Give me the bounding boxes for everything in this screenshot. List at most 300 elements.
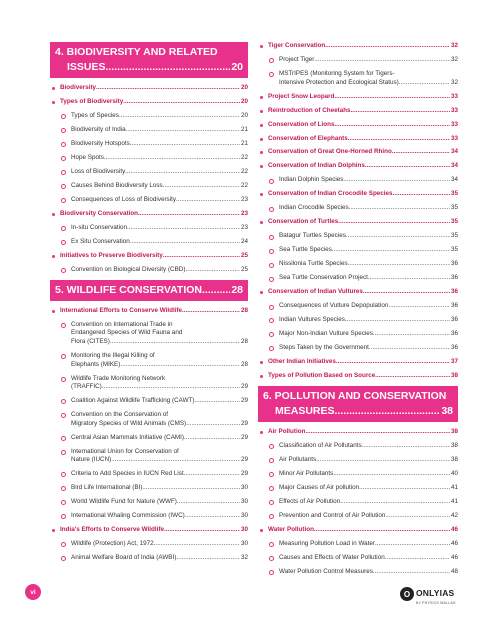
- dot-leader: [176, 196, 240, 205]
- section-title: Air Pollution: [268, 428, 306, 436]
- section-page: 30: [240, 526, 248, 534]
- dot-leader: [123, 98, 240, 107]
- section-title: Initiatives to Preserve Biodiversity: [60, 251, 163, 259]
- dot-leader: [106, 60, 231, 75]
- section-page: 23: [240, 209, 248, 217]
- section-line: [60, 252, 248, 261]
- toc-subsection-entry[interactable]: [258, 302, 458, 311]
- subsection-page: 35: [450, 204, 458, 212]
- section-title: Types of Pollution Based on Source: [268, 372, 376, 380]
- subsection-line: [279, 568, 458, 577]
- section-line: [268, 218, 458, 227]
- dot-leader: [338, 218, 450, 227]
- subsection-page: 23: [240, 223, 248, 231]
- dot-leader: [369, 344, 450, 353]
- toc-subsection-entry[interactable]: [50, 484, 248, 493]
- subsection-line: [71, 126, 248, 135]
- subsection-page: 30: [240, 512, 248, 520]
- subsection-line: [279, 232, 458, 241]
- dot-leader: [163, 252, 240, 261]
- toc-subsection-entry[interactable]: [50, 540, 248, 549]
- dot-leader: [120, 361, 240, 370]
- section-line: [268, 135, 458, 144]
- dot-leader: [373, 568, 450, 577]
- section-title: Types of Biodiversity: [60, 97, 124, 105]
- subsection-line: [71, 484, 248, 493]
- toc-subsection-entry[interactable]: [258, 484, 458, 493]
- toc-subsection-entry[interactable]: [50, 321, 248, 347]
- subsection-page: 36: [450, 344, 458, 352]
- toc-section-entry[interactable]: [258, 42, 458, 51]
- dot-leader: [346, 232, 450, 241]
- section-page: 34: [450, 148, 458, 156]
- toc-subsection-entry[interactable]: [50, 266, 248, 275]
- subsection-title: Sea Turtle Conservation Project: [279, 274, 368, 282]
- chapter-title: ISSUES: [67, 61, 106, 73]
- subsection-title: Loss of Biodiversity: [71, 167, 126, 175]
- subsection-title: International Whaling Commission (IWC): [71, 512, 185, 520]
- subsection-page: 30: [240, 484, 248, 492]
- toc-section-entry[interactable]: [258, 372, 458, 381]
- subsection-line: [71, 383, 248, 392]
- section-line: [268, 526, 458, 535]
- entry-title-continued: Wildlife Trade Monitoring Network: [71, 374, 166, 382]
- section-page: 38: [450, 428, 458, 436]
- section-title: Biodiversity: [60, 84, 97, 91]
- subsection-page: 24: [240, 237, 248, 245]
- dot-leader: [333, 470, 450, 479]
- toc-section-entry[interactable]: [258, 428, 458, 437]
- dot-leader: [345, 316, 450, 325]
- subsection-line: [279, 470, 458, 479]
- dot-leader: [375, 372, 450, 381]
- subsection-line: [71, 168, 248, 177]
- chapter-page: 28: [231, 283, 243, 296]
- dot-leader: [365, 162, 450, 171]
- subsection-title: World Wildlife Fund for Nature (WWF): [71, 498, 177, 506]
- dot-leader: [104, 154, 240, 163]
- subsection-page: 29: [240, 397, 248, 405]
- subsection-page: 28: [240, 337, 248, 345]
- subsection-title: Indian Dolphin Species: [279, 176, 344, 184]
- dot-leader: [163, 182, 240, 191]
- subsection-title: Biodiversity Hotspots: [71, 139, 130, 147]
- subsection-page: 35: [450, 246, 458, 254]
- toc-section-entry[interactable]: [50, 98, 248, 107]
- dot-leader: [334, 93, 450, 102]
- subsection-line: [71, 397, 248, 406]
- section-line: [268, 107, 458, 116]
- section-line: [268, 162, 458, 171]
- dot-leader: [399, 79, 450, 88]
- toc-subsection-entry[interactable]: [50, 512, 248, 521]
- dot-leader: [102, 383, 240, 392]
- dot-leader: [110, 338, 240, 347]
- subsection-line: [279, 316, 458, 325]
- subsection-title: Elephants (MIKE): [71, 360, 121, 368]
- subsection-title: Nissilonia Turtle Species: [279, 260, 348, 268]
- toc-section-entry[interactable]: [258, 162, 458, 171]
- dot-leader: [127, 224, 240, 233]
- subsection-title: Criteria to Add Species in IUCN Red List: [71, 470, 184, 478]
- subsection-line: [71, 224, 248, 233]
- toc-subsection-entry[interactable]: [258, 70, 458, 87]
- subsection-line: [71, 470, 248, 479]
- toc-subsection-entry[interactable]: [258, 56, 458, 65]
- toc-subsection-entry[interactable]: [50, 554, 248, 563]
- dot-leader: [130, 238, 240, 247]
- subsection-title: Effects of Air Pollution: [279, 498, 341, 506]
- dot-leader: [385, 512, 450, 521]
- toc-subsection-entry[interactable]: [258, 498, 458, 507]
- section-title: Conservation of Lions: [268, 120, 335, 128]
- chapter-title-line: 4. BIODIVERSITY AND RELATED: [55, 46, 218, 58]
- dot-leader: [335, 404, 441, 419]
- toc-subsection-entry[interactable]: [258, 512, 458, 521]
- dot-leader: [363, 288, 450, 297]
- section-page: 33: [450, 106, 458, 114]
- section-page: 37: [450, 358, 458, 366]
- subsection-line: [279, 246, 458, 255]
- subsection-title: Central Asian Mammals Initiative (CAMI): [71, 433, 185, 441]
- toc-section-entry[interactable]: [258, 526, 458, 535]
- toc-subsection-entry[interactable]: [258, 260, 458, 269]
- dot-leader: [325, 42, 450, 51]
- section-title: Conservation of Indian Crocodile Species: [268, 190, 393, 198]
- toc-subsection-entry[interactable]: [258, 344, 458, 353]
- subsection-line: [279, 260, 458, 269]
- toc-subsection-entry[interactable]: [50, 168, 248, 177]
- toc-subsection-entry[interactable]: [258, 330, 458, 339]
- toc-subsection-entry[interactable]: [50, 470, 248, 479]
- dot-leader: [388, 302, 450, 311]
- dot-leader: [142, 484, 240, 493]
- subsection-title: Project Tiger: [279, 55, 315, 63]
- subsection-title: (TRAFFIC): [71, 383, 102, 391]
- subsection-page: 46: [450, 540, 458, 548]
- chapter-title-last-line: [55, 283, 243, 298]
- section-page: 25: [240, 251, 248, 259]
- dot-leader: [305, 428, 450, 437]
- section-page: 35: [450, 218, 458, 226]
- toc-subsection-entry[interactable]: [50, 375, 248, 392]
- dot-leader: [336, 358, 450, 367]
- toc-subsection-entry[interactable]: [258, 442, 458, 451]
- toc-section-entry[interactable]: [258, 148, 458, 157]
- section-line: [268, 190, 458, 199]
- subsection-title: Bird Life International (BI): [71, 484, 143, 492]
- subsection-page: 41: [450, 498, 458, 506]
- subsection-line: [279, 554, 458, 563]
- section-line: [268, 93, 458, 102]
- toc-subsection-entry[interactable]: [258, 246, 458, 255]
- subsection-title: Major Causes of Air pollution: [279, 484, 360, 492]
- dot-leader: [392, 148, 450, 157]
- dot-leader: [348, 260, 450, 269]
- section-line: [60, 210, 248, 219]
- subsection-line: [279, 442, 458, 451]
- dot-leader: [186, 420, 240, 429]
- section-title: Tiger Conservation: [268, 42, 326, 49]
- section-title: Water Pollution: [268, 526, 314, 534]
- section-page: 33: [450, 120, 458, 128]
- toc-section-entry[interactable]: [258, 93, 458, 102]
- subsection-page: 20: [240, 111, 248, 119]
- subsection-title: In-situ Conservation: [71, 223, 127, 231]
- toc-subsection-entry[interactable]: [50, 448, 248, 465]
- subsection-page: 22: [240, 167, 248, 175]
- toc-subsection-entry[interactable]: [50, 397, 248, 406]
- dot-leader: [348, 135, 450, 144]
- subsection-title: Migratory Species of Wild Animals (CMS): [71, 419, 187, 427]
- chapter-title: MEASURES: [275, 405, 335, 418]
- dot-leader: [176, 554, 240, 563]
- dot-leader: [154, 540, 240, 549]
- subsection-title: Consequences of Vulture Depopulation: [279, 302, 389, 310]
- dot-leader: [362, 442, 450, 451]
- section-title: Project Snow Leopard: [268, 92, 335, 100]
- subsection-title: Major Non-Indian Vulture Species: [279, 330, 373, 338]
- dot-leader: [185, 266, 240, 275]
- dot-leader: [119, 112, 240, 121]
- subsection-page: 38: [450, 456, 458, 464]
- dot-leader: [373, 330, 450, 339]
- toc-section-entry[interactable]: [258, 358, 458, 367]
- subsection-page: 42: [450, 512, 458, 520]
- toc-subsection-entry[interactable]: [50, 182, 248, 191]
- dot-leader: [177, 498, 240, 507]
- toc-subsection-entry[interactable]: [50, 352, 248, 369]
- subsection-page: 30: [240, 540, 248, 548]
- dot-leader: [126, 126, 240, 135]
- subsection-line: [279, 274, 458, 283]
- toc-subsection-entry[interactable]: [258, 540, 458, 549]
- section-line: [268, 121, 458, 130]
- subsection-title: Causes and Effects of Water Pollution: [279, 554, 385, 562]
- subsection-page: 29: [240, 383, 248, 391]
- toc-section-entry[interactable]: [50, 526, 248, 535]
- section-title: Conservation of Indian Vultures: [268, 288, 363, 296]
- dot-leader: [195, 397, 240, 406]
- dot-leader: [182, 307, 240, 316]
- subsection-page: 25: [240, 265, 248, 273]
- toc-section-entry[interactable]: [258, 121, 458, 130]
- subsection-title: Air Pollutants: [279, 456, 317, 464]
- subsection-line: [71, 196, 248, 205]
- subsection-line: [71, 182, 248, 191]
- toc-subsection-entry[interactable]: [258, 274, 458, 283]
- dot-leader: [375, 540, 450, 549]
- toc-subsection-entry[interactable]: [258, 456, 458, 465]
- section-title: Other Indian Initiatives: [268, 358, 336, 366]
- toc-section-entry[interactable]: [50, 307, 248, 316]
- subsection-page: 21: [240, 125, 248, 133]
- subsection-line: [71, 361, 248, 370]
- dot-leader: [368, 274, 450, 283]
- section-page: 20: [240, 84, 248, 91]
- toc-subsection-entry[interactable]: [258, 554, 458, 563]
- chapter-heading[interactable]: [50, 42, 248, 78]
- dot-leader: [340, 498, 450, 507]
- subsection-page: 40: [450, 470, 458, 478]
- section-line: [268, 288, 458, 297]
- chapter-title-last-line: [55, 60, 243, 75]
- subsection-page: 29: [240, 419, 248, 427]
- toc-subsection-entry[interactable]: [50, 434, 248, 443]
- toc-subsection-entry[interactable]: [258, 232, 458, 241]
- subsection-line: [279, 302, 458, 311]
- dot-leader: [125, 168, 240, 177]
- toc-section-entry[interactable]: [258, 135, 458, 144]
- section-line: [60, 526, 248, 535]
- section-title: International Efforts to Conserve Wildlife: [60, 306, 183, 314]
- subsection-title: Minor Air Pollutants: [279, 470, 334, 478]
- page-number-badge: [25, 584, 41, 600]
- section-page: 33: [450, 92, 458, 100]
- subsection-page: 29: [240, 433, 248, 441]
- subsection-page: 29: [240, 470, 248, 478]
- subsection-line: [279, 330, 458, 339]
- subsection-title: Prevention and Control of Air Pollution: [279, 512, 386, 520]
- chapter-page: 20: [231, 61, 243, 73]
- chapter-title-last-line: [263, 404, 453, 419]
- subsection-title: Flora (CITES): [71, 337, 110, 345]
- dot-leader: [349, 204, 450, 213]
- section-line: [60, 84, 248, 93]
- subsection-title: Indian Vultures Species: [279, 316, 345, 324]
- subsection-line: [279, 344, 458, 353]
- toc-subsection-entry[interactable]: [50, 411, 248, 428]
- toc-subsection-entry[interactable]: [50, 196, 248, 205]
- toc-subsection-entry[interactable]: [258, 568, 458, 577]
- dot-leader: [393, 190, 450, 199]
- subsection-title: Water Pollution Control Measures: [279, 568, 373, 576]
- chapter-heading[interactable]: [258, 386, 458, 422]
- subsection-title: Intensive Protection and Ecological Status): [279, 78, 399, 86]
- subsection-page: 28: [240, 360, 248, 368]
- toc-subsection-entry[interactable]: [258, 176, 458, 185]
- section-title: India's Efforts to Conserve Wildlife: [60, 526, 164, 534]
- section-page: 32: [450, 42, 458, 49]
- toc-subsection-entry[interactable]: [50, 140, 248, 149]
- subsection-page: 48: [450, 568, 458, 576]
- toc-subsection-entry[interactable]: [50, 154, 248, 163]
- subsection-title: Classification of Air Pollutants: [279, 442, 362, 450]
- publisher-logo: [400, 583, 456, 605]
- toc-subsection-entry[interactable]: [258, 204, 458, 213]
- toc-subsection-entry[interactable]: [258, 470, 458, 479]
- toc-section-entry[interactable]: [258, 190, 458, 199]
- subsection-line: [71, 554, 248, 563]
- subsection-line: [279, 540, 458, 549]
- toc-section-entry[interactable]: [50, 252, 248, 261]
- toc-subsection-entry[interactable]: [50, 224, 248, 233]
- subsection-page: 35: [450, 232, 458, 240]
- section-title: Biodiversity Conservation: [60, 209, 139, 217]
- subsection-line: [71, 420, 248, 429]
- subsection-title: Biodiversity of India: [71, 125, 126, 133]
- dot-leader: [359, 484, 450, 493]
- logo-text: ONLYIAS: [416, 588, 455, 598]
- dot-leader: [332, 246, 450, 255]
- subsection-line: [71, 456, 248, 465]
- subsection-page: 22: [240, 181, 248, 189]
- chapter-page: 38: [441, 405, 453, 418]
- toc-subsection-entry[interactable]: [258, 316, 458, 325]
- toc-section-entry[interactable]: [50, 84, 248, 93]
- entry-title-continued: Convention on International Trade in: [71, 320, 173, 328]
- dot-leader: [138, 210, 240, 219]
- subsection-line: [71, 238, 248, 247]
- subsection-line: [279, 512, 458, 521]
- dot-leader: [184, 470, 240, 479]
- subsection-title: Convention on Biological Diversity (CBD): [71, 265, 186, 273]
- subsection-title: Nature (IUCN): [71, 456, 112, 464]
- section-line: [268, 428, 458, 437]
- subsection-page: 32: [240, 554, 248, 562]
- toc-subsection-entry[interactable]: [50, 238, 248, 247]
- toc-subsection-entry[interactable]: [50, 112, 248, 121]
- section-page: 35: [450, 190, 458, 198]
- section-title: Reintroduction of Cheetahs: [268, 106, 351, 114]
- dot-leader: [184, 434, 240, 443]
- section-page: 46: [450, 526, 458, 534]
- subsection-page: 36: [450, 274, 458, 282]
- section-line: [268, 358, 458, 367]
- subsection-page: 36: [450, 330, 458, 338]
- subsection-title: Types of Species: [71, 111, 119, 119]
- chapter-heading[interactable]: [50, 280, 248, 301]
- toc-section-entry[interactable]: [50, 210, 248, 219]
- toc-section-entry[interactable]: [258, 107, 458, 116]
- toc-section-entry[interactable]: [258, 218, 458, 227]
- toc-subsection-entry[interactable]: [50, 126, 248, 135]
- subsection-title: Steps Taken by the Government: [279, 344, 369, 352]
- dot-leader: [351, 107, 450, 116]
- toc-section-entry[interactable]: [258, 288, 458, 297]
- section-line: [60, 307, 248, 316]
- subsection-line: [71, 338, 248, 347]
- subsection-line: [279, 176, 458, 185]
- subsection-page: 36: [450, 316, 458, 324]
- section-page: 20: [240, 97, 248, 105]
- subsection-page: 30: [240, 498, 248, 506]
- section-page: 33: [450, 134, 458, 142]
- subsection-title: Batagur Turtles Species: [279, 232, 346, 240]
- subsection-page: 32: [450, 55, 458, 63]
- chapter-title-line: 6. POLLUTION AND CONSERVATION: [263, 390, 447, 403]
- subsection-line: [71, 512, 248, 521]
- section-line: [268, 372, 458, 381]
- dot-leader: [343, 176, 450, 185]
- logo-mark-icon: O: [400, 587, 414, 601]
- dot-leader: [314, 56, 450, 65]
- dot-leader: [96, 84, 240, 93]
- logo-subtext: BY PHYSICS WALLAH: [416, 601, 456, 605]
- subsection-page: 32: [450, 78, 458, 86]
- dot-leader: [111, 456, 240, 465]
- section-line: [268, 148, 458, 157]
- subsection-page: 36: [450, 302, 458, 310]
- toc-left-column: [50, 42, 248, 568]
- chapter-title: 5. WILDLIFE CONSERVATION: [55, 283, 203, 296]
- subsection-title: Sea Turtle Species: [279, 246, 332, 254]
- section-title: Conservation of Indian Dolphins: [268, 162, 365, 170]
- toc-subsection-entry[interactable]: [50, 498, 248, 507]
- subsection-page: 23: [240, 195, 248, 203]
- subsection-title: Consequences of Loss of Biodiversity: [71, 195, 177, 203]
- entry-title-continued: Monitoring the Illegal Killing of: [71, 351, 155, 359]
